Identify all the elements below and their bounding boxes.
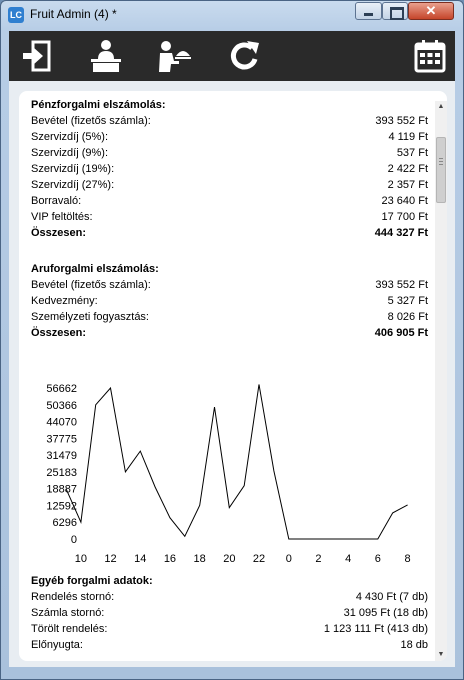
other-section — [31, 573, 428, 653]
list-item — [31, 637, 428, 653]
content-area — [9, 81, 455, 667]
financial-total-row — [31, 225, 428, 241]
list-item — [31, 277, 428, 293]
row-label: Bevétel (fizetős számla): — [31, 115, 151, 127]
x-tick-label: 0 — [285, 553, 292, 565]
y-tick-label: 31479 — [46, 450, 77, 463]
x-tick-label: 12 — [104, 553, 117, 565]
list-item — [31, 129, 428, 145]
list-item — [31, 193, 428, 209]
y-tick-label: 44070 — [46, 416, 77, 429]
row-label: Bevétel (fizetős számla): — [31, 279, 151, 291]
list-item — [31, 113, 428, 129]
x-tick-label: 18 — [193, 553, 206, 565]
financial-title: Pénzforgalmi elszámolás: — [31, 99, 166, 111]
series-line-0 — [66, 384, 408, 539]
other-title: Egyéb forgalmi adatok: — [31, 575, 153, 587]
y-tick-label: 12592 — [46, 500, 77, 513]
list-item — [31, 161, 428, 177]
row-value: 393 552 Ft — [375, 115, 428, 127]
list-item — [31, 177, 428, 193]
row-label: Szervizdíj (19%): — [31, 163, 115, 175]
y-tick-label: 50366 — [46, 399, 77, 412]
calendar-icon[interactable] — [413, 39, 447, 73]
row-label: Rendelés stornó: — [31, 591, 115, 603]
report-panel[interactable] — [19, 91, 447, 661]
row-value: 8 026 Ft — [387, 311, 428, 323]
close-icon: ✕ — [425, 3, 437, 18]
row-label: Kedvezmény: — [31, 295, 98, 307]
row-value: 17 700 Ft — [381, 211, 428, 223]
toolbar — [9, 31, 455, 81]
row-label: Borravaló: — [31, 195, 82, 207]
row-label: VIP feltöltés: — [31, 211, 93, 223]
vertical-scrollbar[interactable] — [435, 101, 447, 661]
row-label: Személyzeti fogyasztás: — [31, 311, 149, 323]
financial-total-label: Összesen: — [31, 227, 87, 239]
x-tick-label: 6 — [374, 553, 381, 565]
row-value: 31 095 Ft (18 db) — [343, 607, 428, 619]
close-button[interactable] — [408, 2, 454, 20]
row-value: 537 Ft — [396, 147, 428, 159]
list-item — [31, 605, 428, 621]
row-value: 18 db — [400, 639, 428, 651]
scroll-down-icon[interactable]: ▼ — [437, 651, 445, 658]
row-value: 1 123 111 Ft (413 db) — [323, 623, 428, 635]
list-item — [31, 309, 428, 325]
x-tick-label: 22 — [252, 553, 266, 565]
row-value: 2 422 Ft — [387, 163, 428, 175]
x-tick-label: 10 — [74, 553, 87, 565]
app-logo-icon: LC — [8, 7, 24, 23]
y-tick-label: 6296 — [52, 517, 77, 530]
minimize-button[interactable] — [355, 2, 382, 20]
row-value: 4 119 Ft — [388, 131, 428, 143]
maximize-button[interactable] — [382, 2, 408, 20]
scroll-up-icon[interactable]: ▲ — [437, 103, 445, 110]
refresh-icon[interactable] — [227, 39, 261, 73]
y-tick-label: 0 — [70, 534, 77, 546]
goods-title: Aruforgalmi elszámolás: — [31, 263, 159, 275]
waiter-icon[interactable] — [157, 39, 191, 73]
row-value: 23 640 Ft — [381, 195, 428, 207]
list-item — [31, 589, 428, 605]
y-tick-label: 25183 — [46, 466, 77, 479]
row-label: Szervizdíj (5%): — [31, 131, 109, 143]
list-item — [31, 209, 428, 225]
cashier-desk-icon[interactable] — [89, 39, 123, 73]
row-label: Számla stornó: — [31, 607, 105, 619]
goods-section — [31, 261, 428, 341]
row-label: Szervizdíj (27%): — [31, 179, 115, 191]
list-item — [31, 293, 428, 309]
window-title: Fruit Admin (4) * — [30, 7, 117, 21]
x-tick-label: 8 — [404, 553, 411, 565]
row-value: 5 327 Ft — [387, 295, 428, 307]
list-item — [31, 621, 428, 637]
goods-total-value: 406 905 Ft — [374, 327, 428, 339]
financial-total-value: 444 327 Ft — [374, 227, 428, 239]
row-value: 4 430 Ft (7 db) — [355, 591, 428, 603]
x-tick-label: 20 — [223, 553, 236, 565]
row-label: Szervizdíj (9%): — [31, 147, 109, 159]
hourly-revenue-chart — [19, 356, 435, 576]
x-tick-label: 14 — [134, 553, 147, 565]
x-tick-label: 4 — [345, 553, 352, 565]
list-item — [31, 145, 428, 161]
goods-total-row — [31, 325, 428, 341]
y-tick-label: 56662 — [46, 383, 77, 395]
title-bar[interactable] — [1, 1, 463, 29]
row-label: Előnyugta: — [31, 639, 83, 651]
row-value: 2 357 Ft — [387, 179, 428, 191]
y-tick-label: 37775 — [46, 433, 77, 446]
financial-section — [31, 97, 428, 241]
row-value: 393 552 Ft — [375, 279, 428, 291]
y-tick-label: 18887 — [46, 483, 77, 496]
scroll-thumb[interactable] — [436, 137, 446, 203]
x-tick-label: 16 — [163, 553, 177, 565]
x-tick-label: 2 — [315, 553, 322, 565]
row-label: Törölt rendelés: — [31, 623, 108, 635]
logout-icon[interactable] — [21, 39, 55, 73]
goods-total-label: Összesen: — [31, 327, 87, 339]
